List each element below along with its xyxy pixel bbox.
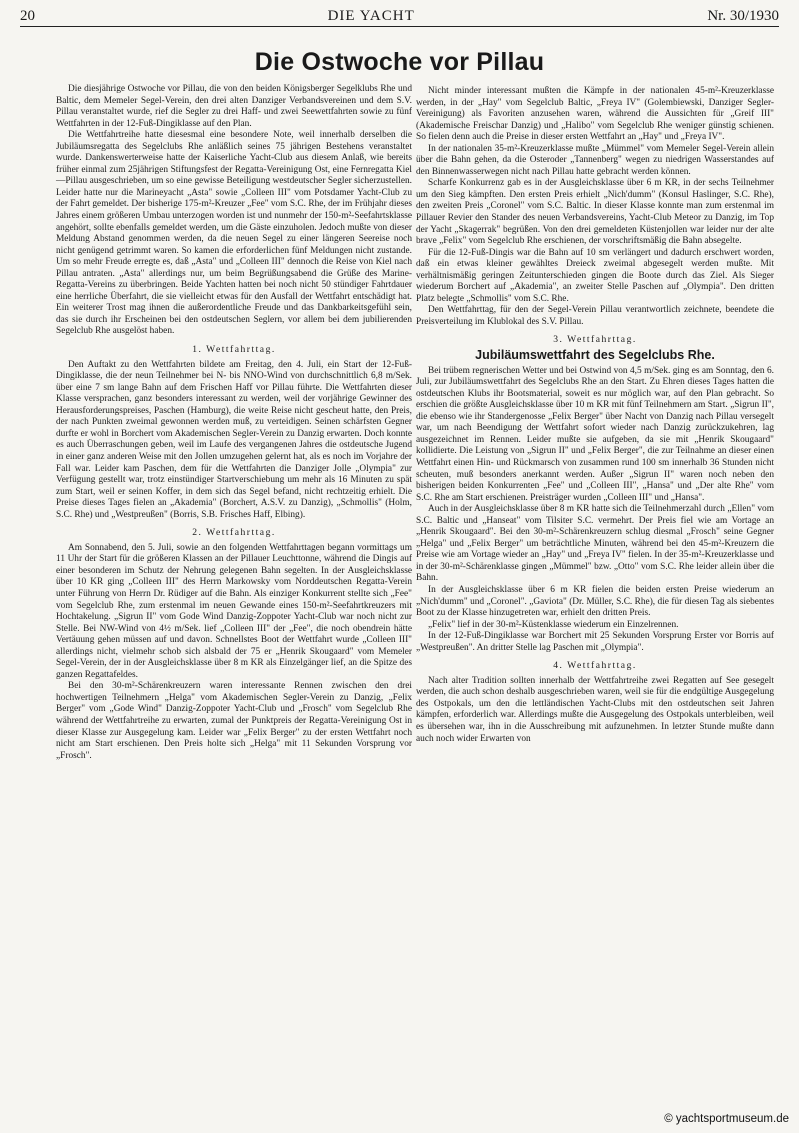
paragraph: Auch in der Ausgleichsklasse über 8 m KR hatte sich die Teilnehmerzahl durch „Ellen" vom S.C. Baltic und „Hanseat" vom Tilsiter S.C. vermehrt. Der Preis fiel wie am Vortage an „Henrik Skougaard". Bei den 30-m²-Schärenkreuzern schlug diesmal „Frosch" seine Gegner „Helga" und „Felix Berger" um beträchtliche Minuten, während bei den 45-m²-Kreuzern die Preise wie am Vortage wieder an „Hay" und „Freya IV" fielen. In der 35-m²-Kreuzerklasse und in der 30-m²-Schärenklasse gingen „Mümmel" bzw. „Otto" vom S.C. Rhe leider allein über die Bahn.	[416, 504, 774, 584]
page-header	[20, 6, 779, 27]
paragraph: Für die 12-Fuß-Dingis war die Bahn auf 10 sm verlängert und dadurch erschwert worden, daß ein etwas kleiner gewähltes Dreieck zweimal abgesegelt werden mußte. Mit verhältnismäßig geringen Zeitunterschieden gingen die Boote durch das Ziel. Als Sieger wiederum Borchert auf „Akademia", an zweiter Stelle Paschen auf „Olympia". Den dritten Platz belegte „Schmollis" vom S.C. Rhe.	[416, 247, 774, 304]
copyright-watermark: © yachtsportmuseum.de	[664, 1113, 789, 1125]
paragraph: Am Sonnabend, den 5. Juli, sowie an den folgenden Wettfahrttagen begann vormittags um 11 Uhr der Start für die größeren Klassen an der Pillauer Leuchttonne, während die Dingis auf einer besonderen im Schutz der Nehrung gelegenen Bahn segelten. In der Ausgleichsklasse über 10 KR ging „Colleen III" des Herrn Markowsky vom Norddeutschen Regatta-Verein unter Führung von Herrn Dr. Rüdiger auf die Bahn. Als einziger Konkurrent stellte sich „Fee" vom Segelclub Rhe, zum erstenmal im neuen Gewande eines 150-m²-Seefahrtkreuzers mit Hochtakelung. „Sigrun II" vom Gode Wind Danzig-Zoppoter Yacht-Club war noch nicht zur Stelle. Bei NW-Wind von 4½ m/Sek. lief „Colleen III" der „Fee", die noch obendrein hätte Vertäuung gehen müssen auf und davon. Schnellstes Boot der Wettfahrt wurde „Colleen III" allerdings nicht, vielmehr schob sich alsbald der 75 er „Henrik Skougaard" vom Memeler Segel-Verein, der in der Ausgleichsklasse über 8 m KR als Einzelgänger lief, an die Spitze des ganzen Regattafeldes.	[56, 542, 412, 680]
page-number: 20	[20, 7, 35, 24]
section-heading: 1. Wettfahrttag.	[192, 344, 276, 356]
paragraph: „Felix" lief in der 30-m²-Küstenklasse wiederum ein Einzelrennen.	[428, 619, 679, 630]
section-heading: 4. Wettfahrttag.	[553, 660, 637, 672]
paragraph: In der 12-Fuß-Dingiklasse war Borchert mit 25 Sekunden Vorsprung Erster vor Borris auf „Westpreußen". An dritter Stelle lag Paschen mit „Olympia".	[416, 631, 774, 653]
paragraph: Den Auftakt zu den Wettfahrten bildete am Freitag, den 4. Juli, ein Start der 12-Fuß-Dingiklasse, die der neun Teilnehmer bei N- bis NNO-Wind von durchschnittlich 6,8 m/Sek. über eine 7 sm lange Bahn auf dem Frischen Haff vor Pillau führte. Die Wettfahrten dieser Klasse versprachen, ganz besonders interessant zu werden, weil der vorjährige Gewinner des Herausforderungspreises, Paschen (Hamburg), die weite Reise nicht gescheut hatte, den Preis, der nach Punkten zweimal gewonnen werden muß, zu verteidigen. Seinen schärfsten Gegner durfte er wohl in Borchert vom Akademischen Segler-Verein zu Danzig erwarten. Doch konnte es auch Überraschungen geben, weil im Laufe des vergangenen Jahres die ostdeutsche Jugend in einer ganz anderen Weise mit den Jollen umzugehen gelernt hat, als es noch im Vorjahre der Fall war. Leider kam Paschen, dem für die Wettfahrten die Danziger Jolle „Olympia" zur Verfügung gestellt war, trotz einstündiger Startverschiebung um mehr als 16 Minuten zu spät zum Start, weil er seinen Koffer, in dem sich das Segel befand, nicht rechtzeitig erhielt. Die Preise dieses Tages fielen an „Akademia" (Borchert, A.S.V. zu Danzig), „Schmollis" (Holm, S.C. Rhe) und „Westpreußen" (Borris, S.B. Frisches Haff, Elbing).	[56, 359, 412, 520]
article-title: Die Ostwoche vor Pillau	[254, 48, 545, 76]
paragraph: Bei trübem regnerischen Wetter und bei Ostwind von 4,5 m/Sek. ging es am Sonntag, den 6. Juli, zur Jubiläumswettfahrt des Segelclubs Rhe an den Start. Zu Ehren dieses Tages hatten die ostdeutschen Klubs ihr Bootsmaterial, soweit es nur möglich war, auf den Plan gebracht. So erschien die größte Ausgleichsklasse über 10 m KR mit fünf Teilnehmern am Start. „Sigrun II", die ebenso wie ihr Standergenosse „Felix Berger" über Nacht von Danzig nach Pillau versegelt war, um nach Beendigung der Wettfahrt sofort wieder nach Danzig zurückzukehren, lag ausgezeichnet im Rennen. Leider mußte sie aufgeben, da sie mit „Henrik Skougaard" kollidierte. Die Leistung von „Sigrun II" und „Felix Berger", die zur Teilnahme an dieser einen Wettfahrt einen Hin- und Rückmarsch von zusammen rund 100 sm innerhalb 36 Stunden nicht scheuten, muß besonders anerkannt werden. Außer „Sigrun II" waren noch neben den bisherigen beiden Konkurrenten „Fee" und „Colleen III", „Hansa" und „Der alte Rhe" vom S.C. Rhe am Start erschienen. Preisträger wurden „Colleen III" und „Hansa".	[416, 365, 774, 503]
paragraph: Den Wettfahrttag, für den der Segel-Verein Pillau verantwortlich zeichnete, beendete die Preisverteilung im Klublokal des S.V. Pillau.	[416, 305, 774, 327]
section-heading: 3. Wettfahrttag.	[553, 334, 637, 346]
paragraph: Die diesjährige Ostwoche vor Pillau, die von den beiden Königsberger Segelklubs Rhe und Baltic, dem Memeler Segel-Verein, den drei alten Danziger Verbandsvereinen und dem S.V. Pillau veranstaltet wurde, rief die Segler zu drei Haff- und zwei Seewettfahrten sowie zu fünf Wettfahrten in der 12-Fuß-Dingiklasse auf den Plan.	[56, 84, 412, 129]
subheading: Jubiläumswettfahrt des Segelclubs Rhe.	[475, 348, 715, 363]
paragraph: In der nationalen 35-m²-Kreuzerklasse mußte „Mümmel" vom Memeler Segel-Verein allein über die Bahn gehen, da die Osteroder „Tannenberg" wegen zu niedrigen Wasserstandes auf den Binnenwasserwegen nicht nach Pillau hatte gebracht werden können.	[416, 143, 774, 177]
issue-number: Nr. 30/1930	[707, 7, 779, 24]
paragraph: Scharfe Konkurrenz gab es in der Ausgleichsklasse über 6 m KR, in der sechs Teilnehmer um den Sieg kämpften. Den ersten Preis erhielt „Nich'dumm" (Konsul Haslinger, S.C. Rhe), den zweiten Preis „Coronel" vom S.C. Baltic. In dieser Klasse konnte man zum erstenmal im Pillauer Revier den Stander des neuen Verbandsvereins, Yacht-Club Meteor zu Danzig, im Top der Yacht „Skagerrak" begrüßen. Von den drei gemeldeten Küstenjollen war leider nur der alte brave „Felix" vom Segelclub Rhe erschienen, der vorschriftsmäßig die Bahn absegelte.	[416, 178, 774, 247]
section-heading: 2. Wettfahrttag.	[192, 527, 276, 539]
paragraph: Bei den 30-m²-Schärenkreuzern waren interessante Rennen zwischen den drei hochwertigen Teilnehmern „Helga" vom Akademischen Segler-Verein zu Danzig, „Felix Berger" vom „Gode Wind" Danzig-Zoppoter Yacht-Club und „Frosch" vom Segelclub Rhe während der Wettfahrtreihe zu erwarten, zumal der Punktpreis der Regatta-Vereinigung Ost in dieser Klasse zur Ausgegelung kam. Leider war „Felix Berger" zu der ersten Wettfahrt noch nicht am Start erschienen. Den Preis holte sich „Helga" mit 11 Sekunden Vorsprung vor „Frosch".	[56, 681, 412, 761]
left-column	[56, 84, 412, 762]
paragraph: In der Ausgleichsklasse über 6 m KR fielen die beiden ersten Preise wiederum an „Nich'dumm" und „Coronel". „Gaviota" (Dr. Müller, S.C. Rhe), die für diesen Tag als siebentes Boot zu der Klasse hinzugetreten war, erhielt den dritten Preis.	[416, 584, 774, 619]
magazine-title: DIE YACHT	[327, 7, 415, 24]
paragraph: Nicht minder interessant mußten die Kämpfe in der nationalen 45-m²-Kreuzerklasse werden, in der „Hay" vom Segelclub Baltic, „Freya IV" (Golembiewski, Danziger Segler-Vereinigung) als Favoriten anzusehen waren, während die Aussichten für „Greif III" (Akademische Freischar Danzig) und „Halibo" vom Segelclub Rhe weniger günstig schienen. So fielen denn auch die Preise in dieser ersten Wettfahrt an „Hay" und „Freya IV".	[416, 86, 774, 143]
paragraph: Nach alter Tradition sollten innerhalb der Wettfahrtreihe zwei Regatten auf See gesegelt werden, die auch schon deshalb ausgeschrieben waren, weil sie für die endgültige Ausgegelung des Ostpokals, um den die lettländischen Yacht-Clubs mit den ostdeutschen seit Jahren kämpfen, erforderlich war. Allerdings mußte die Ausgegelung des Ostpokals unterbleiben, weil es übersehen war, ihn in die Ausschreibung mit aufzunehmen. In letzter Stunde mußte dann auch noch wider Erwarten von	[416, 675, 774, 744]
paragraph: Die Wettfahrtreihe hatte diesesmal eine besondere Note, weil innerhalb derselben die Jubiläumsregatta des Segelclubs Rhe anläßlich seines 75 jährigen Bestehens veranstaltet wurde. Dankenswerterweise hatte der Kaiserliche Yacht-Club aus diesem Anlaß, wie bereits früher einmal zum 25jährigen Stiftungsfest der Regatta-Vereinigung Ost, eine Fernregatta Kiel—Pillau ausgeschrieben, um so eine gewisse Beteiligung westdeutscher Segler sicherzustellen. Leider hatte nur die Marineyacht „Asta" sowie „Colleen III" vom Potsdamer Yacht-Club zu der Fahrt gemeldet. Der bisherige 175-m²-Kreuzer „Fee" vom S.C. Rhe, der im Frühjahr dieses Jahres einem größeren Umbau unterzogen worden ist und nunmehr der 150-m²-Seefahrtsklasse angehört, sollte ebenfalls gemeldet werden, um die Gäste einzuholen. Jedoch mußte von dieser Meldung Abstand genommen werden, da die neuen Segel zu einer längeren Seereise noch nicht genügend getrimmt waren. So kamen die erforderlichen fünf Meldungen nicht zustande. Um so mehr Freude erregte es, daß „Asta" und „Colleen III" dennoch die Reise von Kiel nach Pillau antraten. „Asta" allerdings nur, um beim Begrüßungsabend die Grüße des Marine-Regatta-Vereins zu überbringen. Beide Yachten hatten bei noch nicht 50 stündiger Fahrtdauer eine herrliche Überfahrt, die sie vielleicht etwas für den Ausfall der Wettfahrt entschädigt hat. Ein weiterer Trost mag ihnen die außerordentliche Freude und das Dankbarkeitsgefühl sein, das sie durch ihr Erscheinen bei den ostdeutschen Seglern, vor allem bei dem jubilierenden Segelclub Rhe ausgelöst haben.	[56, 130, 412, 337]
right-column	[416, 86, 774, 745]
